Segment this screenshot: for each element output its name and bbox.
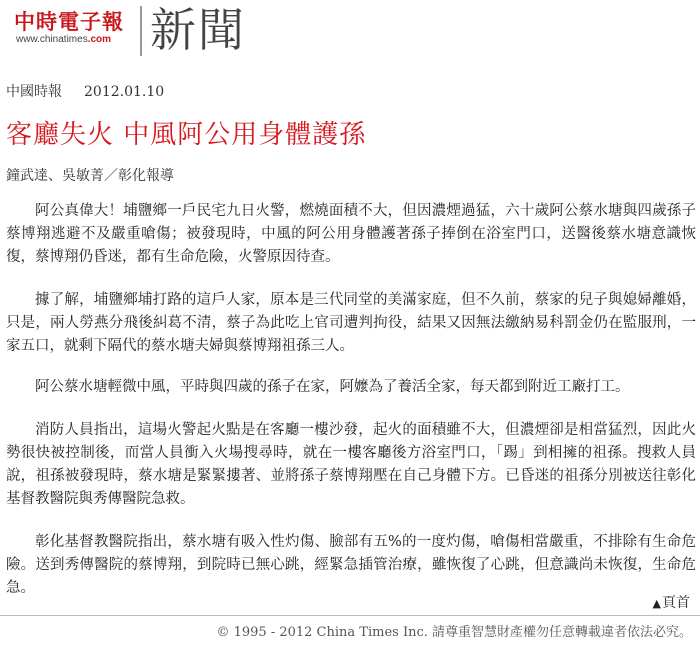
logo-url-suffix: .com	[87, 34, 112, 45]
logo-text: 中時電子報	[14, 10, 124, 34]
site-header	[0, 0, 700, 72]
article-paragraph: 消防人員指出，這場火警起火點是在客廳一樓沙發，起火的面積雖不大，但濃煙卻是相當猛烈，因此火勢很快被控制後，而當人員衝入火場搜尋時，就在一樓客廳後方浴室門口，「踢」到相擁的祖孫。搜救人員說，祖孫被發現時，蔡水塘是緊緊摟著、並將孫子蔡博翔壓在自己身體下方。已昏迷的祖孫分別被送往彰化基督教醫院與秀傳醫院急救。	[6, 422, 696, 507]
article-paragraph: 彰化基督教醫院指出，蔡水塘有吸入性灼傷、臉部有五%的一度灼傷，嗆傷相當嚴重，不排除有生命危險。送到秀傳醫院的蔡博翔，到院時已無心跳，經緊急插管治療，雖恢復了心跳，但意識尚未恢復，生命危急。	[6, 534, 696, 596]
article-source: 中國時報	[6, 84, 62, 100]
triangle-up-icon: ▲	[652, 597, 661, 610]
article-paragraph: 阿公真偉大！埔鹽鄉一戶民宅九日火警，燃燒面積不大，但因濃煙過猛，六十歲阿公蔡水塘與四歲孫子蔡博翔逃避不及嚴重嗆傷；被發現時，中風的阿公用身體護著孫子捧倒在浴室門口，送醫後蔡水塘意識恢復，蔡博翔仍昏迷，都有生命危險，火警原因待查。	[6, 203, 696, 265]
back-to-top-label: 頁首	[662, 595, 690, 611]
article-paragraph: 阿公蔡水塘輕微中風，平時與四歲的孫子在家，阿嬤為了養活全家，每天都到附近工廠打工。	[35, 379, 630, 395]
article-meta	[6, 81, 164, 101]
footer-divider	[0, 615, 700, 616]
header-divider	[140, 6, 142, 56]
article-byline: 鐘武達、吳敏菁／彰化報導	[6, 168, 174, 184]
copyright-footer: © 1995 - 2012 China Times Inc. 請尊重智慧財產權勿任意轉載違者依法必究。	[216, 625, 692, 640]
article-body	[6, 200, 696, 620]
article-paragraph: 據了解，埔鹽鄉埔打路的這戶人家，原本是三代同堂的美滿家庭，但不久前，蔡家的兒子與媳婦離婚，只是，兩人勞燕分飛後糾葛不清，蔡子為此吃上官司遭判拘役，結果又因無法繳納易科罰金仍在監服刑，一家五口，就剩下隔代的蔡水塘夫婦與蔡博翔祖孫三人。	[6, 292, 696, 354]
back-to-top-link[interactable]	[653, 592, 690, 612]
section-title: 新聞	[150, 3, 246, 57]
logo-url	[16, 34, 111, 45]
article-date: 2012.01.10	[84, 84, 165, 100]
article-headline: 客廳失火 中風阿公用身體護孫	[6, 120, 367, 150]
logo-url-prefix: www.chinatimes	[16, 34, 88, 45]
site-logo[interactable]	[14, 6, 136, 52]
